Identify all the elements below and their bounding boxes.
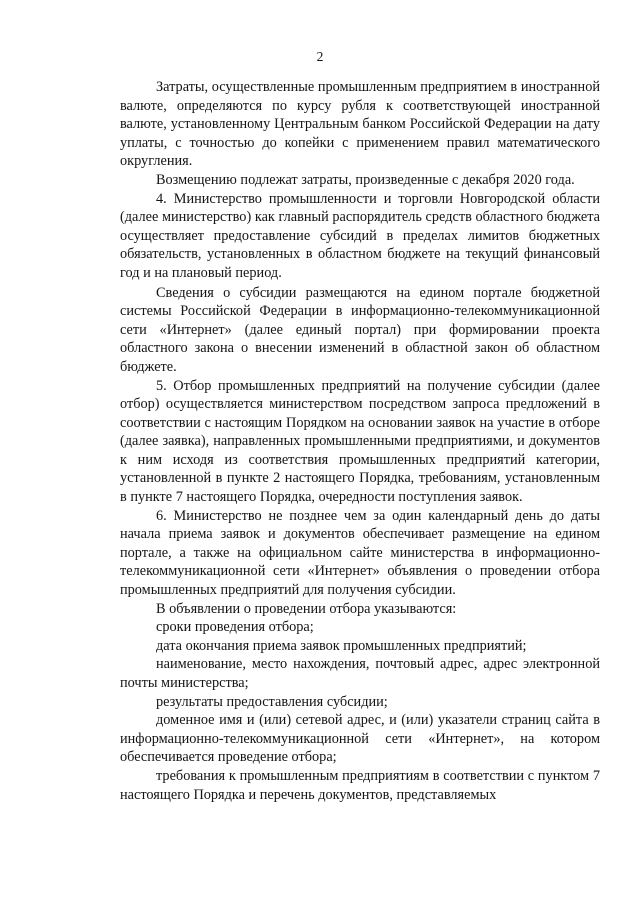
list-item-requirements: требования к промышленным предприятиям в соответствии с пунктом 7 настоящего Порядка и перечень документов, представляемых bbox=[120, 767, 600, 803]
paragraph-item-4: 4. Министерство промышленности и торговли Новгородской области (далее министерство) как главный распорядитель средств областного бюджета осуществляет предоставление субсидий в пределах лимитов бюджетных обязательств, установленных в областном бюджете на текущий финансовый год и на плановый период. bbox=[120, 190, 600, 281]
page-number: 2 bbox=[316, 49, 324, 64]
list-item-website: доменное имя и (или) сетевой адрес, и (или) указатели страниц сайта в информационно-телекоммуникационной сети «Интернет», на котором обеспечивается проведение отбора; bbox=[120, 712, 600, 766]
paragraph-reimbursement-period: Возмещению подлежат затраты, произведенные с декабря 2020 года. bbox=[156, 171, 575, 188]
document-body bbox=[120, 78, 600, 804]
list-item-selection-dates: сроки проведения отбора; bbox=[156, 619, 314, 636]
paragraph-announcement-intro: В объявлении о проведении отбора указываются: bbox=[156, 600, 457, 617]
paragraph-subsidy-info: Сведения о субсидии размещаются на едином портале бюджетной системы Российской Федерации в информационно-телекоммуникационной сети «Интернет» (далее единый портал) при формировании проекта областного закона о внесении изменений в областной закон об областном бюджете. bbox=[120, 284, 600, 375]
list-item-subsidy-results: результаты предоставления субсидии; bbox=[156, 693, 388, 710]
paragraph-item-6: 6. Министерство не позднее чем за один календарный день до даты начала приема заявок и документов обеспечивает размещение на едином портале, а также на официальном сайте министерства в информационно-телекоммуникационной сети «Интернет» объявления о проведении отбора промышленных предприятий для получения субсидии. bbox=[120, 507, 600, 599]
paragraph-item-5: 5. Отбор промышленных предприятий на получение субсидии (далее отбор) осуществляется министерством посредством запроса предложений в соответствии с настоящим Порядком на основании заявок на участие в отборе (далее заявка), направленных промышленными предприятиями, и документов к ним исходя из соответствия промышленных предприятий категории, установленной в пункте 2 настоящего Порядка, требованиям, установленным в пункте 7 настоящего Порядка, очередности поступления заявок. bbox=[120, 377, 600, 506]
list-item-deadline: дата окончания приема заявок промышленных предприятий; bbox=[156, 637, 527, 654]
list-item-ministry-contacts: наименование, место нахождения, почтовый адрес, адрес электронной почты министерства; bbox=[120, 656, 600, 691]
paragraph-foreign-currency: Затраты, осуществленные промышленным предприятием в иностранной валюте, определяются по курсу рубля к соответствующей иностранной валюте, установленному Центральным банком Российской Федерации на дату уплаты, с точностью до копейки с применением правил математического округления. bbox=[120, 79, 600, 170]
